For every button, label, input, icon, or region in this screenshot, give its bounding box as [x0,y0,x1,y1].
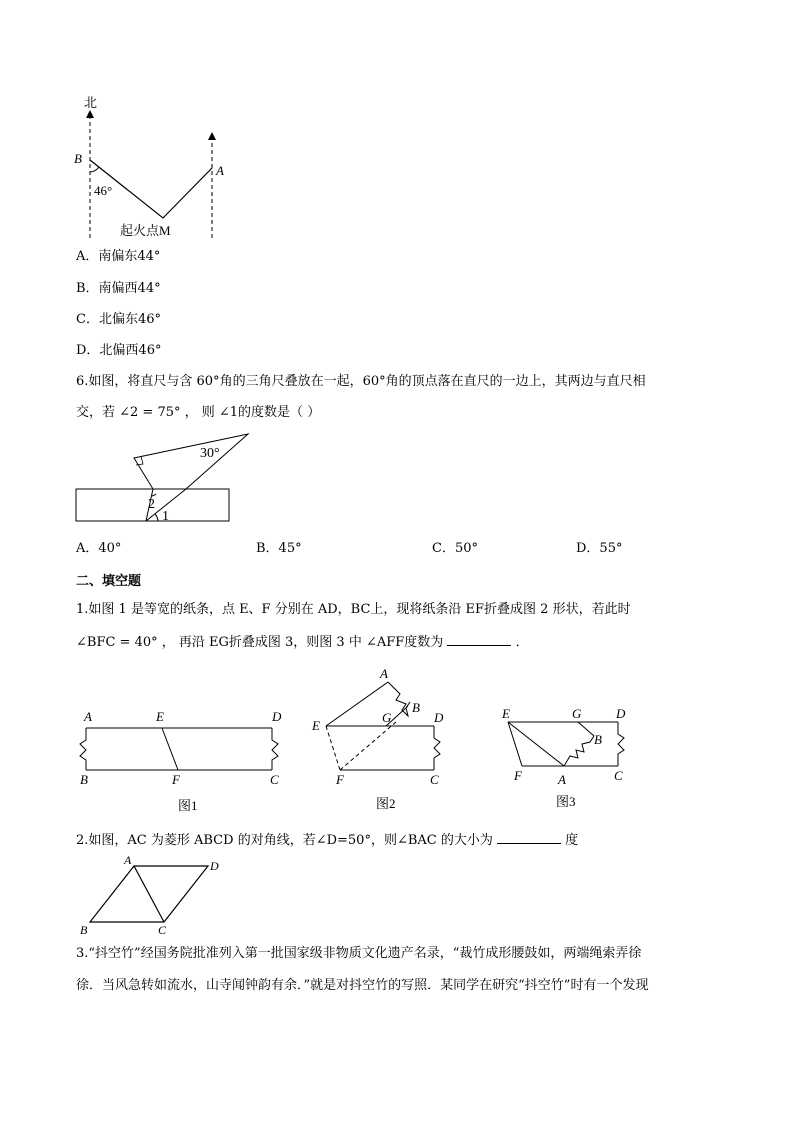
fig1-caption: 图1 [178,798,198,813]
angle-2-label: 2 [148,497,155,512]
fig1-label-f: F [172,772,180,787]
compass-figure [70,92,240,244]
q6-option-c: C．50° [432,541,478,556]
fq2-answer-blank[interactable] [497,831,561,844]
fig3-label-e: E [502,706,510,721]
fig2-caption: 图2 [376,796,396,811]
fig2-label-d: D [434,710,444,725]
fold-line-ef [162,728,178,770]
fig3-label-b: B [594,732,602,747]
fig2-label-b: B [412,700,420,715]
fq2-text-pre: 2.如图，AC 为菱形 ABCD 的对角线，若∠D=50°，则∠BAC 的大小为 [76,833,493,848]
fig3-label-g: G [572,706,582,721]
strip-right-break [272,728,278,770]
angle-30-label: 30° [200,446,220,461]
fig3-label-c: C [614,768,623,783]
q6-option-a: A．40° [76,541,122,556]
fig1-label-c: C [270,772,279,787]
fig2-label-g: G [382,710,392,725]
angle-1-label: 1 [162,509,169,524]
fig3-caption: 图3 [556,794,576,809]
rhombus-label-c: C [158,923,167,936]
hidden-fold-ef [326,726,340,770]
fig2-label-a: A [380,666,388,681]
angle-46-label: 46° [94,183,113,198]
fq1-text-line2 [76,633,529,652]
fig1-label-a: A [84,709,92,724]
triangle-visible [134,434,248,489]
fig2-label-e: E [312,718,320,733]
fire-point-label: 起火点M [120,223,171,238]
folded-break [564,736,594,766]
fold-edge-gb [578,722,594,736]
angle-arc [90,167,99,172]
rhombus-label-a: A [124,854,132,867]
rhombus-label-b: B [80,923,88,936]
fig1-label-b: B [80,772,88,787]
rhombus-figure [76,854,236,936]
fq2-text-post: 度 [565,833,579,848]
fig3-label-f: F [514,768,522,783]
fig3-label-a: A [558,772,566,787]
fq1-text-line1: 1.如图 1 是等宽的纸条，点 E、F 分别在 AD，BC上，现将纸条沿 EF折叠成图 2 形状，若此时 [76,602,631,617]
fold-figure-2 [308,664,468,820]
fig2-label-c: C [430,772,439,787]
q6-option-d: D．55° [576,541,623,556]
q5-option-c: C．北偏东46° [76,312,161,327]
strip-left-break [80,728,86,770]
fig2-label-f: F [336,772,344,787]
north-label: 北 [84,95,98,110]
fq3-text-line2: 徐．当风急转如流水，山寺闻钟韵有余．”就是对抖空竹的写照．某同学在研究“抖空竹”时有一个发现 [76,978,649,993]
fq1-answer-blank[interactable] [447,633,511,646]
diagonal-ac [134,866,164,922]
angle-1-arc [155,514,158,521]
strip-right-break [434,726,440,770]
fold-edge-ea [508,722,564,766]
q5-option-b: B．南偏西44° [76,281,161,296]
hidden-fold-fg [340,722,396,770]
q6-option-b: B．45° [256,541,302,556]
ruler-triangle-figure [74,428,254,526]
point-b-label: B [74,151,82,166]
fold-figure-3 [494,700,644,820]
q5-option-a: A．南偏东44° [76,249,161,264]
fq1-text-line2-pre: ∠BFC = 40° ， 再沿 EG折叠成图 3，则图 3 中 ∠AFF度数为 [76,635,444,650]
fq1-text-line2-post: ． [515,635,529,650]
fig3-label-d: D [616,706,626,721]
fold-edge-ef [508,722,522,766]
point-a-label: A [216,163,224,178]
section-title: 二、填空题 [76,574,142,589]
q5-option-d: D．北偏西46° [76,343,162,358]
fig1-label-e: E [156,709,164,724]
folded-strip-edge-ea [326,682,388,726]
fq2-text [76,831,578,850]
fold-figure-1 [76,704,294,820]
q6-text-line2: 交，若 ∠2 = 75° ， 则 ∠1的度数是（ ） [76,405,321,420]
fq3-text-line1: 3.“抖空竹”经国务院批准列入第一批国家级非物质文化遗产名录，“裁竹成形腰鼓如，两端绳索弄徐 [76,946,642,961]
q6-text-line1: 6.如图，将直尺与含 60°角的三角尺叠放在一起，60°角的顶点落在直尺的一边上，其两边与直尺相 [76,374,646,389]
fig1-label-d: D [272,709,282,724]
rhombus-label-d: D [210,859,219,873]
strip-right-break [618,722,624,766]
